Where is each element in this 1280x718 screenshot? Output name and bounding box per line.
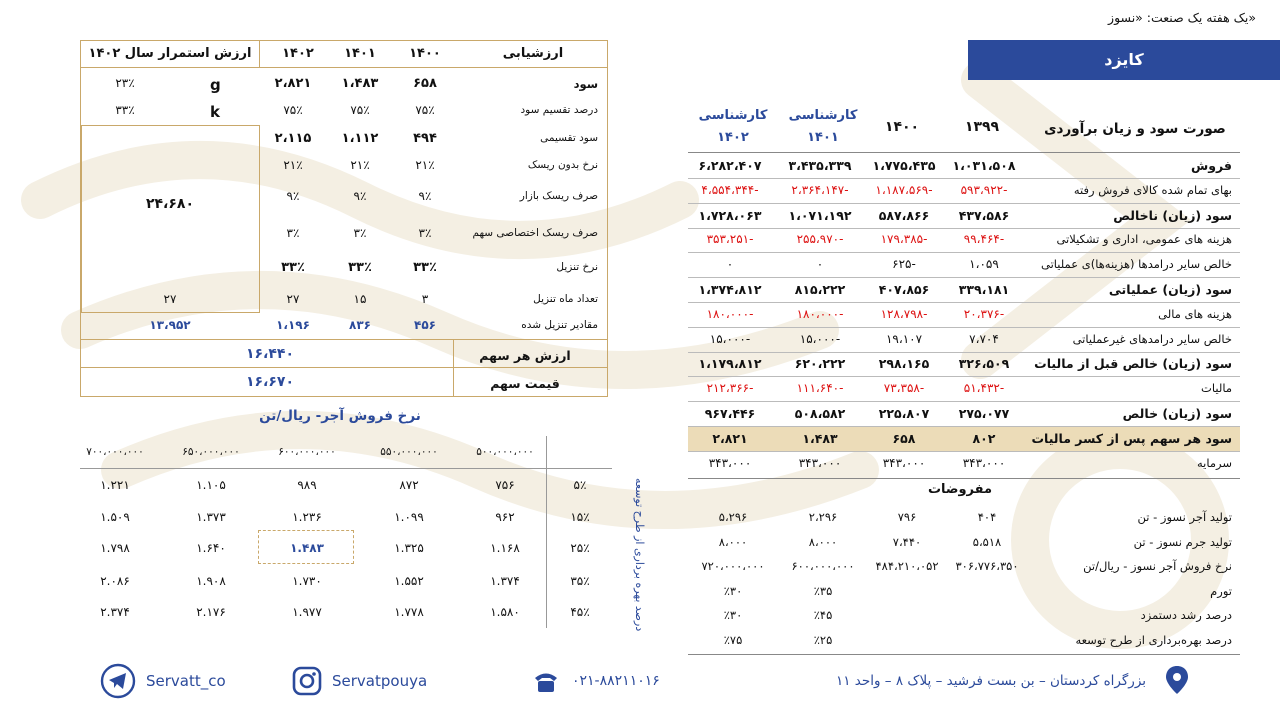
pl-cell: ۳۴۳،۰۰۰ [708, 456, 752, 470]
assumption-cell: ٪۳۵ [813, 584, 833, 598]
pl-cell: ۱،۷۲۸،۰۶۳ [698, 208, 762, 223]
assumption-cell: ۳۰۶،۷۷۶،۳۵۰ [955, 559, 1019, 573]
address-text: بزرگراه کردستان – بن بست فرشید – پلاک ۸ – واحد ۱۱ [836, 673, 1147, 689]
pl-cell: ۱۸۰،۰۰۰- [796, 307, 844, 321]
sensitivity-cell: ۷۵۶ [495, 478, 515, 492]
sensitivity-pct: ۳۵٪ [570, 574, 590, 588]
valuation-row-label: نرخ تنزیل [556, 261, 598, 273]
pl-cell: ۹۹،۴۶۴- [963, 232, 1005, 246]
valuation-cell: ۱،۴۸۳ [341, 76, 379, 91]
assumption-cell: ۷۲۰،۰۰۰،۰۰۰ [701, 559, 765, 573]
assumption-label: تورم [1210, 584, 1232, 598]
valuation-cell: ۸۳۶ [349, 318, 371, 332]
pl-cell: ۷۳،۳۵۸- [883, 381, 925, 395]
pl-cell: ۲۹۸،۱۶۵ [878, 356, 930, 371]
pl-cell: ۶۲۵- [892, 257, 916, 271]
assumption-cell: ٪۳۰ [723, 584, 743, 598]
pl-cell: ۵۱،۴۳۲- [963, 381, 1005, 395]
pl-cell: ۱۵،۰۰۰- [709, 332, 751, 346]
sensitivity-price-header: ۵۵۰،۰۰۰،۰۰۰ [380, 446, 438, 458]
pl-cell: ۶۵۸ [892, 431, 916, 446]
sensitivity-cell: ۱.۵۰۹ [100, 510, 130, 524]
pl-cell: ۱۱۱،۶۴۰- [796, 381, 844, 395]
valuation-cell: ۲،۱۱۵ [274, 131, 312, 146]
pl-row-label: سود هر سهم پس از کسر مالیات [1031, 431, 1232, 446]
pl-header-1401: ۱۴۰۱ [807, 130, 839, 145]
valuation-header-label: ارزشیابی [502, 46, 564, 61]
valuation-cell: ۶۵۸ [413, 76, 437, 91]
pl-cell: ۱،۰۵۹ [969, 257, 999, 271]
series-title: یک هفته یک صنعت: «نسوز» [1108, 10, 1256, 25]
pl-row-label: سرمایه [1196, 456, 1232, 470]
valuation-header-1400: ۱۴۰۰ [409, 46, 441, 61]
valuation-cell: ۱،۱۹۶ [276, 318, 310, 332]
valuation-cell: ۷۵٪ [350, 103, 370, 117]
assumption-cell: ۸،۰۰۰ [808, 535, 838, 549]
sensitivity-cell: ۱.۲۳۶ [292, 510, 322, 524]
pl-row-divider [688, 376, 1240, 377]
pl-cell: ۳،۴۳۵،۳۳۹ [788, 158, 852, 173]
valuation-cell: ۲۷ [286, 292, 300, 306]
valuation-cell: ۳٪ [286, 226, 300, 240]
pl-cell: ۰ [726, 257, 734, 271]
valuation-row-label: صرف ریسک بازار [519, 190, 598, 202]
pl-cell: ۳۴۳،۰۰۰ [798, 456, 842, 470]
assumption-cell: ۸،۰۰۰ [718, 535, 748, 549]
valuation-cell: ۷۵٪ [283, 103, 303, 117]
valuation-cell: ۳۳٪ [281, 260, 305, 275]
sensitivity-price-header: ۵۰۰،۰۰۰،۰۰۰ [476, 446, 534, 458]
pl-row-label: هزینه های مالی [1158, 307, 1232, 321]
pl-row-divider [688, 302, 1240, 303]
valuation-row-label: نرخ بدون ریسک [527, 159, 598, 171]
valuation-header-1402: ۱۴۰۲ [282, 46, 314, 61]
pl-header-1399: ۱۳۹۹ [964, 119, 1000, 135]
pl-cell: ۳۳۹،۱۸۱ [958, 282, 1010, 297]
pl-cell: ۱۹،۱۰۷ [885, 332, 923, 346]
assumption-cell: ٪۷۵ [723, 633, 743, 647]
share-price: ۱۶،۶۷۰ [245, 374, 295, 390]
pl-cell: ۱۷۹،۳۸۵- [880, 232, 928, 246]
valuation-cell: ۳٪ [353, 226, 367, 240]
sensitivity-cell: ۹۸۹ [297, 478, 317, 492]
pl-row-divider [688, 352, 1240, 353]
base-case-highlight [258, 530, 354, 564]
valuation-row-label: مقادیر تنزیل شده [521, 319, 598, 331]
valuation-header-1401: ۱۴۰۱ [344, 46, 376, 61]
sensitivity-cell: ۱.۳۷۳ [196, 510, 226, 524]
assumption-cell: ۴۰۴ [977, 510, 997, 524]
pl-cell: ۲،۸۲۱ [712, 431, 748, 446]
valuation-row-label: تعداد ماه تنزیل [533, 293, 598, 305]
pl-row-label: سود (زیان) ناخالص [1113, 208, 1232, 223]
valuation-cell: ۲۱٪ [415, 158, 435, 172]
valuation-cell: ۹٪ [353, 189, 367, 203]
pl-row-label: مالیات [1201, 381, 1232, 395]
valuation-cell: ۱۵ [353, 292, 367, 306]
assumptions-title: مفروضات [927, 482, 993, 497]
pl-cell: ۳۴۳،۰۰۰ [962, 456, 1006, 470]
assumption-cell: ۵،۲۹۶ [718, 510, 748, 524]
valuation-cell: ۳٪ [418, 226, 432, 240]
sensitivity-cell: ۲.۰۸۶ [100, 574, 130, 588]
instagram-icon [292, 666, 322, 696]
valuation-cell: ۴۵۶ [414, 318, 436, 332]
pl-row-label: خالص سایر درامدها (هزینه‌ها)ی عملیاتی [1040, 257, 1232, 271]
telegram-icon [100, 663, 136, 699]
pl-header-expert-1: کارشناسی [788, 108, 858, 123]
assumption-label: درصد رشد دستمزد [1140, 608, 1232, 622]
pl-cell: ۹۶۷،۴۴۶ [704, 406, 756, 421]
sensitivity-cell: ۱.۵۵۲ [394, 574, 424, 588]
k-label: k [210, 103, 220, 121]
valuation-cell: ۷۵٪ [415, 103, 435, 117]
k-value: ۳۳٪ [115, 103, 135, 117]
pl-row-divider [688, 327, 1240, 328]
telegram-handle: Servatt_co [146, 672, 226, 690]
phone-number: ۰۲۱-۸۸۲۱۱۰۱۶ [572, 673, 660, 689]
address [836, 658, 1192, 704]
pl-header-expert-2: کارشناسی [698, 108, 768, 123]
sensitivity-title: نرخ فروش آجر- ریال/تن [259, 408, 421, 424]
pl-row-divider [688, 451, 1240, 452]
pl-cell: ۳۲۶،۵۰۹ [958, 356, 1010, 371]
pl-cell: ۱،۳۷۴،۸۱۲ [698, 282, 762, 297]
g-value: ۲۳٪ [115, 76, 135, 90]
pl-row-label: خالص سایر درامدهای غیرعملیاتی [1072, 332, 1232, 346]
assumption-label: تولید آجر نسوز - تن [1137, 510, 1232, 524]
sensitivity-cell: ۱.۷۹۸ [100, 541, 130, 555]
pl-cell: ۸۰۲ [972, 431, 996, 446]
valuation-cell: ۱،۱۱۲ [341, 131, 379, 146]
pl-row-divider [688, 401, 1240, 402]
pl-row-label: هزینه های عمومی، اداری و تشکیلاتی [1056, 232, 1232, 246]
pl-cell: ۱،۷۷۵،۴۳۵ [872, 158, 936, 173]
pl-cell: ۱،۴۸۳ [802, 431, 838, 446]
valuation-cell: ۹٪ [286, 189, 300, 203]
sensitivity-cell: ۱.۳۷۴ [490, 574, 520, 588]
pl-cell: ۵۸۷،۸۶۶ [878, 208, 930, 223]
sensitivity-price-header: ۶۵۰،۰۰۰،۰۰۰ [182, 446, 240, 458]
phone-icon [532, 667, 560, 695]
assumption-label: درصد بهره‌برداری از طرح توسعه [1075, 633, 1232, 647]
valuation-cell: ۹٪ [418, 189, 432, 203]
sensitivity-cell: ۱.۶۴۰ [196, 541, 226, 555]
sensitivity-cell: ۱.۵۸۰ [490, 605, 520, 619]
sensitivity-cell: ۲.۳۷۴ [100, 605, 130, 619]
valuation-cell: ۳۳٪ [348, 260, 372, 275]
valuation-header-terminal: ارزش استمرار سال ۱۴۰۲ [88, 46, 252, 61]
pl-cell: ۲،۳۶۴،۱۴۷- [791, 183, 849, 197]
valuation-cell: ۲۱٪ [350, 158, 370, 172]
sensitivity-side-label: درصد بهره برداری از طرح توسعه [633, 478, 646, 632]
terminal-value-box [81, 125, 260, 313]
pl-cell: ۱،۰۳۱،۵۰۸ [952, 158, 1016, 173]
pl-cell: ۸۱۵،۲۲۲ [794, 282, 846, 297]
pl-cell: ۴،۵۵۴،۳۴۴- [701, 183, 759, 197]
pl-cell: ۴۳۷،۵۸۶ [958, 208, 1010, 223]
pl-row-label: فروش [1191, 158, 1232, 173]
pl-row-label: سود (زیان) عملیاتی [1108, 282, 1232, 297]
location-pin-icon [1162, 664, 1192, 698]
sensitivity-pct: ۲۵٪ [570, 541, 590, 555]
sensitivity-cell: ۱.۹۰۸ [196, 574, 226, 588]
pl-cell: ۲۱۲،۳۶۶- [706, 381, 754, 395]
pl-row-divider [688, 203, 1240, 204]
pl-row-divider [688, 178, 1240, 179]
pl-row-label: بهای تمام شده کالای فروش رفته [1073, 183, 1232, 197]
sensitivity-cell: ۱.۷۳۰ [292, 574, 322, 588]
pl-cell: ۱،۱۸۷،۵۶۹- [875, 183, 933, 197]
pl-cell: ۱۵،۰۰۰- [799, 332, 841, 346]
valuation-cell: ۲۱٪ [283, 158, 303, 172]
g-label: g [210, 76, 221, 94]
valuation-row-label: سود تقسیمی [540, 132, 598, 144]
pl-header-1400: ۱۴۰۰ [884, 119, 920, 135]
valuation-cell: ۳ [421, 292, 429, 306]
value-per-share-label: ارزش هر سهم [479, 348, 571, 363]
valuation-table [80, 40, 608, 397]
sensitivity-pct: ۱۵٪ [570, 510, 590, 524]
pl-cell: ۶،۲۸۲،۴۰۷ [698, 158, 762, 173]
value-per-share: ۱۶،۴۴۰ [245, 346, 295, 362]
terminal-months: ۲۷ [163, 292, 177, 306]
sensitivity-cell: ۸۷۲ [399, 478, 419, 492]
valuation-cell: ۴۹۴ [413, 131, 437, 146]
pl-row-label: سود (زیان) خالص [1122, 406, 1232, 421]
assumption-cell: ٪۴۵ [813, 608, 833, 622]
sensitivity-cell: ۱.۲۲۱ [100, 478, 130, 492]
sensitivity-pct: ۴۵٪ [570, 605, 590, 619]
phone-link[interactable] [532, 658, 660, 704]
valuation-cell: ۳۳٪ [413, 260, 437, 275]
assumption-cell: ۷،۴۴۰ [892, 535, 922, 549]
pl-row-divider [688, 277, 1240, 278]
price-label: قیمت سهم [490, 376, 560, 391]
assumption-cell: ۵،۵۱۸ [972, 535, 1002, 549]
pl-cell: ۳۵۳،۲۵۱- [706, 232, 754, 246]
instagram-link[interactable] [292, 658, 427, 704]
sensitivity-cell: ۱.۴۸۳ [290, 541, 324, 555]
pl-cell: ۵۰۸،۵۸۲ [794, 406, 846, 421]
assumption-label: نرخ فروش آجر نسوز - ریال/تن [1083, 559, 1232, 573]
terminal-value: ۲۴،۶۸۰ [145, 196, 195, 212]
pl-title: صورت سود و زیان برآوردی [1044, 121, 1226, 137]
pl-cell: ۵۹۳،۹۲۲- [960, 183, 1008, 197]
pl-cell: ۱،۰۷۱،۱۹۲ [788, 208, 852, 223]
pl-cell: ۱۸۰،۰۰۰- [706, 307, 754, 321]
pl-cell: ۲۲۵،۸۰۷ [878, 406, 930, 421]
pl-cell: ۶۲۰،۲۲۲ [794, 356, 846, 371]
sensitivity-cell: ۲.۱۷۶ [196, 605, 226, 619]
sensitivity-cell: ۱.۱۰۵ [196, 478, 226, 492]
assumption-cell: ۷۹۶ [897, 510, 917, 524]
assumption-cell: ٪۳۰ [723, 608, 743, 622]
sensitivity-cell: ۱.۷۷۸ [394, 605, 424, 619]
pl-row-label: سود (زیان) خالص قبل از مالیات [1034, 356, 1232, 371]
company-banner: کایزد [968, 40, 1280, 80]
pl-cell: ۳۴۳،۰۰۰ [882, 456, 926, 470]
pl-cell: ۰ [816, 257, 824, 271]
valuation-row-label: درصد تقسیم سود [520, 104, 598, 116]
sensitivity-cell: ۱.۹۷۷ [292, 605, 322, 619]
telegram-link[interactable] [100, 658, 226, 704]
pl-cell: ۴۰۷،۸۵۶ [878, 282, 930, 297]
valuation-row-label: صرف ریسک اختصاصی سهم [472, 227, 598, 239]
assumption-cell: ٪۲۵ [813, 633, 833, 647]
sensitivity-cell: ۹۶۲ [495, 510, 515, 524]
assumption-cell: ۶۰۰،۰۰۰،۰۰۰ [791, 559, 855, 573]
sensitivity-cell: ۱.۰۹۹ [394, 510, 424, 524]
sensitivity-price-header: ۶۰۰،۰۰۰،۰۰۰ [278, 446, 336, 458]
sensitivity-cell: ۱.۱۶۸ [490, 541, 520, 555]
pl-cell: ۲۵۵،۹۷۰- [796, 232, 844, 246]
pl-cell: ۲۷۵،۰۷۷ [958, 406, 1010, 421]
sensitivity-cell: ۱.۳۲۵ [394, 541, 424, 555]
assumption-label: تولید جرم نسوز - تن [1133, 535, 1232, 549]
sensitivity-pct: ۵٪ [573, 478, 587, 492]
instagram-handle: Servatpouya [332, 672, 428, 690]
assumption-cell: ۴۸۴،۲۱۰،۰۵۲ [875, 559, 939, 573]
pl-cell: ۷،۷۰۴ [969, 332, 999, 346]
pl-cell: ۱۲۸،۷۹۸- [880, 307, 928, 321]
sensitivity-price-header: ۷۰۰،۰۰۰،۰۰۰ [86, 446, 144, 458]
valuation-row-label: سود [573, 77, 598, 91]
assumption-cell: ۲،۲۹۶ [808, 510, 838, 524]
pl-header-1402: ۱۴۰۲ [717, 130, 749, 145]
terminal-discounted: ۱۳،۹۵۲ [149, 318, 191, 332]
pl-cell: ۲۰،۳۷۶- [963, 307, 1005, 321]
pl-row-divider [688, 228, 1240, 229]
pl-row-divider [688, 252, 1240, 253]
valuation-cell: ۲،۸۲۱ [274, 76, 312, 91]
pl-cell: ۱،۱۷۹،۸۱۲ [698, 356, 762, 371]
